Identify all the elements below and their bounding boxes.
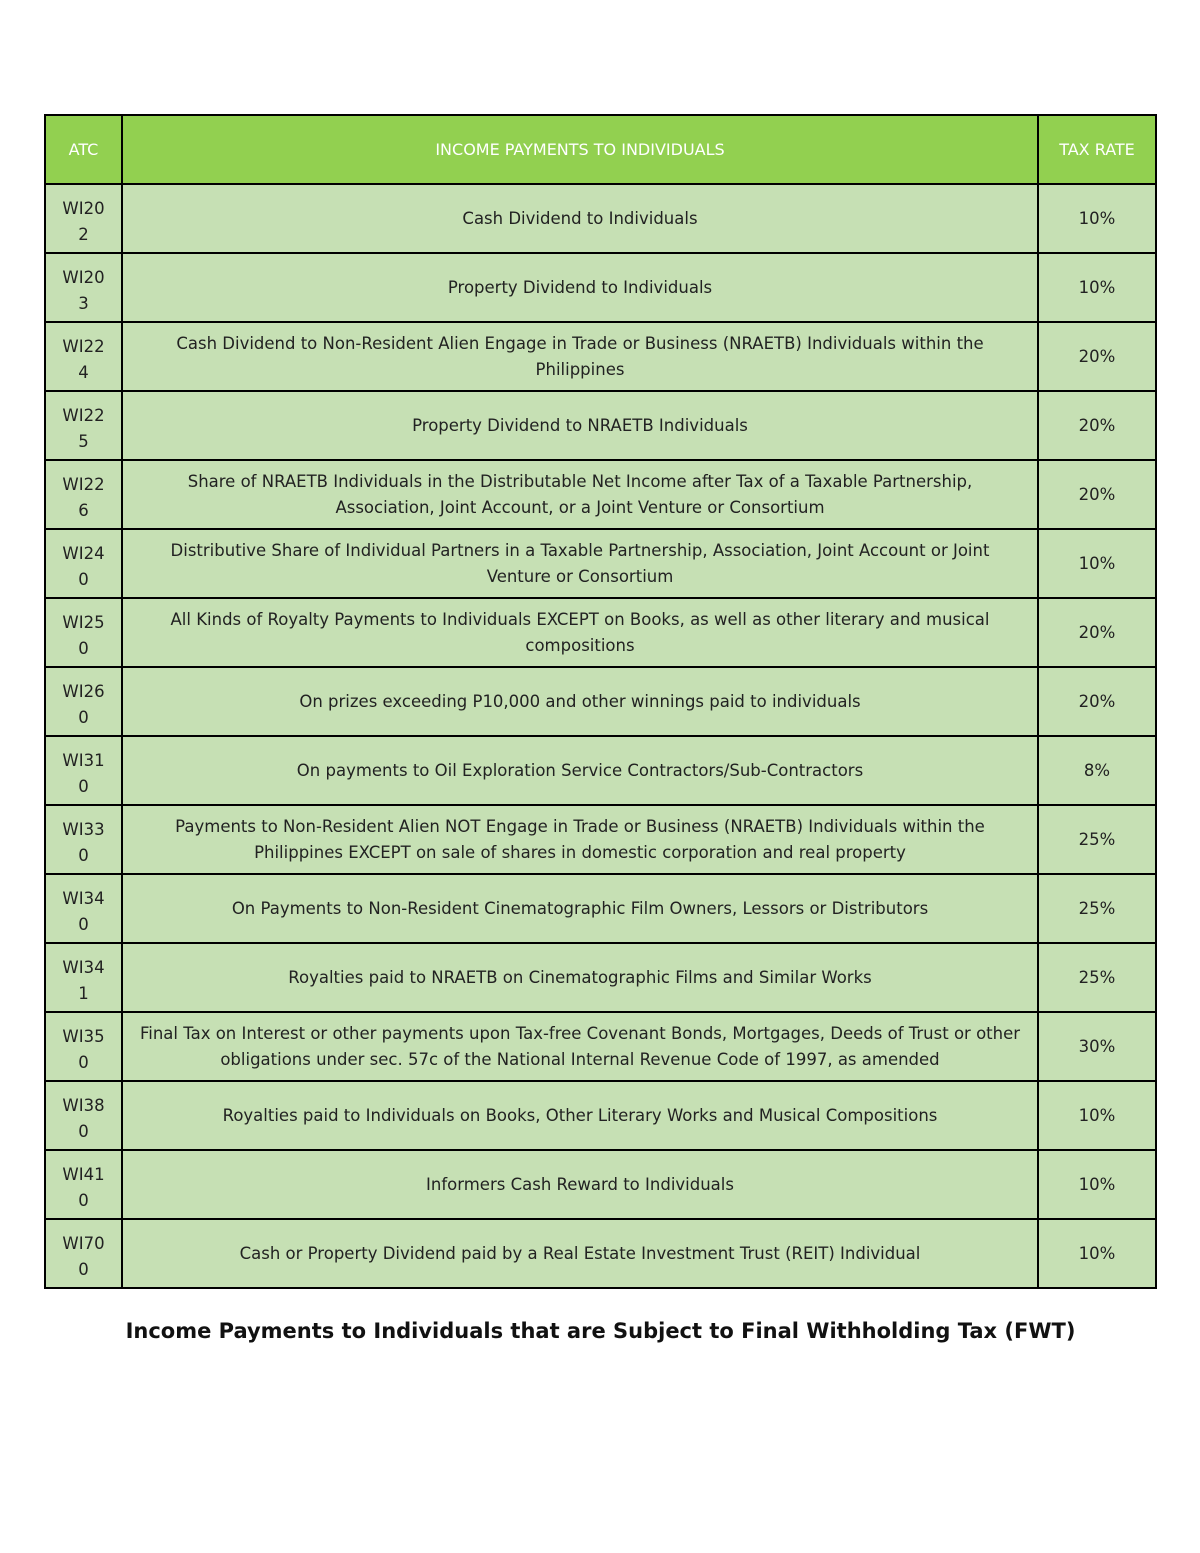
atc-code: WI250 xyxy=(62,612,105,658)
table-row xyxy=(45,391,1156,460)
atc-cell xyxy=(45,1219,122,1288)
table-row xyxy=(45,805,1156,874)
income-payment-description: Distributive Share of Individual Partners in a Taxable Partnership, Association, Joint Account or Joint Venture or Consortium xyxy=(122,529,1038,598)
atc-code: WI350 xyxy=(62,1026,105,1072)
table-row xyxy=(45,1219,1156,1288)
atc-cell xyxy=(45,1012,122,1081)
tax-rate-cell: 20% xyxy=(1038,460,1156,529)
table-row xyxy=(45,322,1156,391)
atc-cell xyxy=(45,874,122,943)
atc-cell xyxy=(45,391,122,460)
table-row xyxy=(45,460,1156,529)
table-row xyxy=(45,598,1156,667)
income-payment-description: All Kinds of Royalty Payments to Individuals EXCEPT on Books, as well as other literary and musical compositions xyxy=(122,598,1038,667)
atc-code: WI224 xyxy=(62,336,105,382)
income-payment-description: Payments to Non-Resident Alien NOT Engage in Trade or Business (NRAETB) Individuals within the Philippines EXCEPT on sale of shares in domestic corporation and real property xyxy=(122,805,1038,874)
atc-cell xyxy=(45,1081,122,1150)
tax-rate-cell: 20% xyxy=(1038,322,1156,391)
table-caption: Income Payments to Individuals that are Subject to Final Withholding Tax (FWT) xyxy=(125,1319,1076,1343)
atc-code: WI380 xyxy=(62,1095,105,1141)
tax-rate-cell: 10% xyxy=(1038,529,1156,598)
atc-cell xyxy=(45,529,122,598)
fwt-table xyxy=(44,114,1157,1289)
table-row xyxy=(45,874,1156,943)
table-row xyxy=(45,1012,1156,1081)
table-row xyxy=(45,943,1156,1012)
table-row xyxy=(45,736,1156,805)
tax-rate-cell: 10% xyxy=(1038,1150,1156,1219)
atc-cell xyxy=(45,667,122,736)
atc-cell xyxy=(45,460,122,529)
atc-cell xyxy=(45,736,122,805)
table-header xyxy=(45,115,1156,184)
atc-code: WI226 xyxy=(62,474,105,520)
tax-rate-cell: 20% xyxy=(1038,598,1156,667)
income-payment-description: Property Dividend to Individuals xyxy=(122,253,1038,322)
atc-cell xyxy=(45,184,122,253)
table-row xyxy=(45,667,1156,736)
atc-cell xyxy=(45,1150,122,1219)
atc-code: WI330 xyxy=(62,819,105,865)
table-row xyxy=(45,529,1156,598)
income-payment-description: Cash or Property Dividend paid by a Real Estate Investment Trust (REIT) Individual xyxy=(122,1219,1038,1288)
income-payment-description: On payments to Oil Exploration Service Contractors/Sub-Contractors xyxy=(122,736,1038,805)
tax-rate-cell: 10% xyxy=(1038,253,1156,322)
table-row xyxy=(45,184,1156,253)
tax-rate-cell: 10% xyxy=(1038,1219,1156,1288)
atc-code: WI341 xyxy=(62,957,105,1003)
table-row xyxy=(45,253,1156,322)
income-payment-description: Cash Dividend to Non-Resident Alien Engage in Trade or Business (NRAETB) Individuals within the Philippines xyxy=(122,322,1038,391)
atc-cell xyxy=(45,253,122,322)
atc-code: WI260 xyxy=(62,681,105,727)
atc-code: WI240 xyxy=(62,543,105,589)
table-row xyxy=(45,1081,1156,1150)
tax-rate-cell: 20% xyxy=(1038,391,1156,460)
income-payment-description: Final Tax on Interest or other payments upon Tax-free Covenant Bonds, Mortgages, Deeds of Trust or other obligations under sec. 57c of the National Internal Revenue Code of 1997, as amended xyxy=(122,1012,1038,1081)
header-tax-rate: TAX RATE xyxy=(1038,115,1156,184)
atc-code: WI340 xyxy=(62,888,105,934)
header-row xyxy=(45,115,1156,184)
atc-code: WI700 xyxy=(62,1233,105,1279)
income-payment-description: Informers Cash Reward to Individuals xyxy=(122,1150,1038,1219)
tax-rate-cell: 30% xyxy=(1038,1012,1156,1081)
tax-rate-cell: 25% xyxy=(1038,805,1156,874)
income-payment-description: Property Dividend to NRAETB Individuals xyxy=(122,391,1038,460)
tax-rate-cell: 25% xyxy=(1038,943,1156,1012)
header-atc: ATC xyxy=(45,115,122,184)
atc-code: WI410 xyxy=(62,1164,105,1210)
income-payment-description: Royalties paid to NRAETB on Cinematographic Films and Similar Works xyxy=(122,943,1038,1012)
atc-cell xyxy=(45,322,122,391)
table-body xyxy=(45,184,1156,1288)
income-payment-description: On prizes exceeding P10,000 and other winnings paid to individuals xyxy=(122,667,1038,736)
atc-code: WI202 xyxy=(62,198,105,244)
atc-code: WI310 xyxy=(62,750,105,796)
tax-rate-cell: 8% xyxy=(1038,736,1156,805)
atc-cell xyxy=(45,943,122,1012)
income-payment-description: Cash Dividend to Individuals xyxy=(122,184,1038,253)
income-payment-description: Royalties paid to Individuals on Books, Other Literary Works and Musical Compositions xyxy=(122,1081,1038,1150)
atc-cell xyxy=(45,598,122,667)
tax-rate-cell: 20% xyxy=(1038,667,1156,736)
income-payment-description: Share of NRAETB Individuals in the Distributable Net Income after Tax of a Taxable Partnership, Association, Joint Account, or a Joint Venture or Consortium xyxy=(122,460,1038,529)
atc-code: WI225 xyxy=(62,405,105,451)
table-row xyxy=(45,1150,1156,1219)
tax-rate-cell: 25% xyxy=(1038,874,1156,943)
income-payment-description: On Payments to Non-Resident Cinematographic Film Owners, Lessors or Distributors xyxy=(122,874,1038,943)
tax-rate-cell: 10% xyxy=(1038,184,1156,253)
atc-cell xyxy=(45,805,122,874)
tax-rate-cell: 10% xyxy=(1038,1081,1156,1150)
atc-code: WI203 xyxy=(62,267,105,313)
header-income-payments: INCOME PAYMENTS TO INDIVIDUALS xyxy=(122,115,1038,184)
